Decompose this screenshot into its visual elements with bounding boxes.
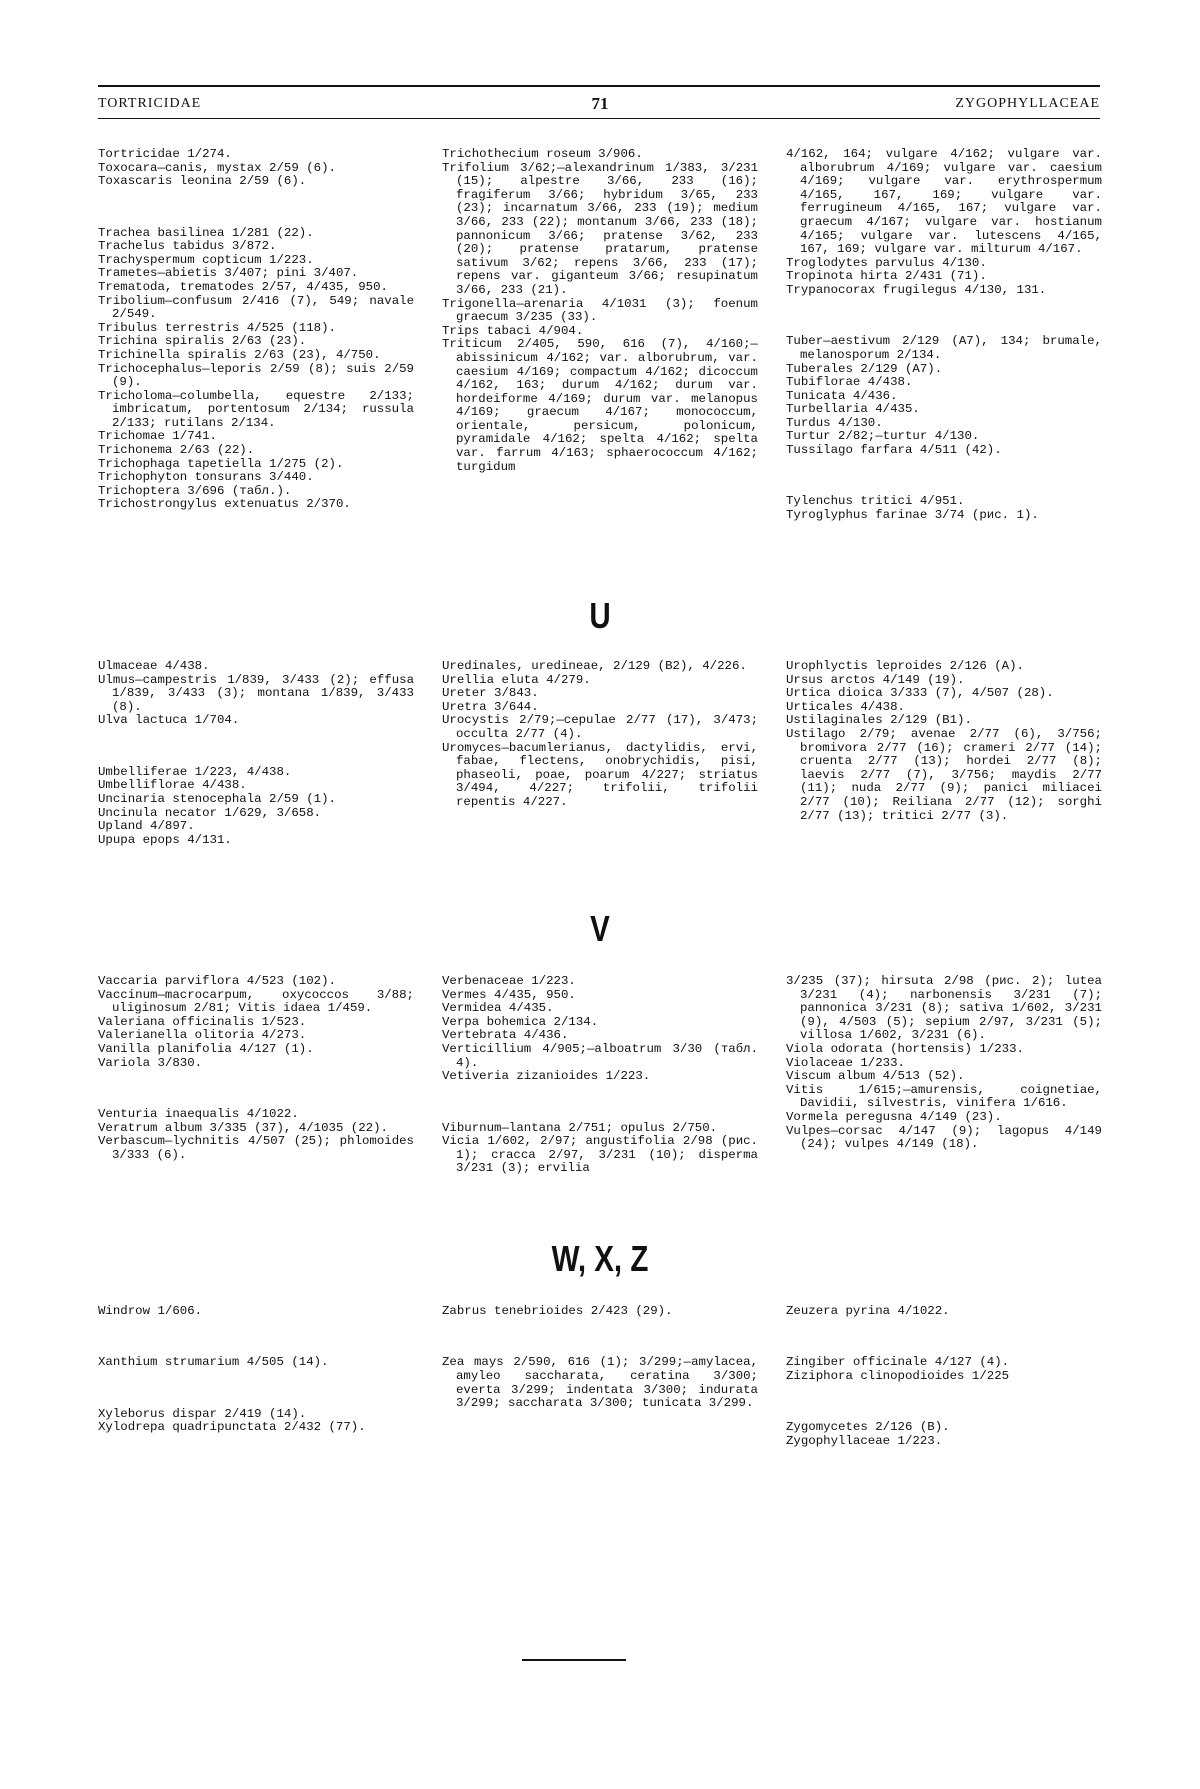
column-2 <box>442 1305 758 1411</box>
column-3 <box>786 148 1102 523</box>
index-entry: Toxascaris leonina 2/59 (6). <box>98 174 307 189</box>
index-entry: Valerianella olitoria 4/273. <box>98 1028 307 1043</box>
index-entry: Vermidea 4/435. <box>442 1001 554 1016</box>
index-entry: Uromyces—bacumlerianus, dactylidis, ervi, fabae, flectens, onobrychidis, pisi, phaseoli, poae, poarum 4/227; striatus 3/494, 4/227; trifolii, trifolii repentis 4/227. <box>442 740 758 809</box>
column-1 <box>98 1305 414 1435</box>
column-3 <box>786 975 1102 1152</box>
index-entry: Ustilaginales 2/129 (B1). <box>786 713 972 728</box>
index-entry: Uncinaria stenocephala 2/59 (1). <box>98 791 336 806</box>
index-entry: Turdus 4/130. <box>786 415 883 430</box>
index-entry: Tuber—aestivum 2/129 (A7), 134; brumale, melanosporum 2/134. <box>786 334 1102 362</box>
index-entry: Umbelliferae 1/223, 4/438. <box>98 764 292 779</box>
index-entry: Triticum 2/405, 590, 616 (7), 4/160;—abissinicum 4/162; var. alborubrum, var. caesium 4/169; compactum 4/162; dicoccum 4/162, 163; durum 4/162; durum var. hordeiforme 4/169; durum var. melanopus 4/169; graecum 4/167; monococcum, orientale, persicum, polonicum, pyramidale 4/162; spelta 4/162; spelta var. farrum 4/163; sphaerococcum 4/162; turgidum <box>442 337 758 474</box>
index-entry: Tussilago farfara 4/511 (42). <box>786 443 1002 458</box>
index-entry: Venturia inaequalis 4/1022. <box>98 1106 299 1121</box>
index-entry: Vicia 1/602, 2/97; angustifolia 2/98 (рис. 1); cracca 2/97, 3/231 (10); disperma 3/231 (3); ervilia <box>442 1134 758 1176</box>
index-entry: Uredinales, uredineae, 2/129 (B2), 4/226. <box>442 659 747 673</box>
index-entry: Tropinota hirta 2/431 (71). <box>786 269 987 284</box>
index-entry: Vertebrata 4/436. <box>442 1028 569 1043</box>
index-entry: Trifolium 3/62;—alexandrinum 1/383, 3/231 (15); alpestre 3/66, 233 (16); fragiferum 3/66; hybridum 3/65, 233 (23); incarnatum 3/66, 233 (19); medium 3/66, 233 (22); montanum 3/66, 233 (18); pannonicum 3/66; pratense 3/62, 233 (20); pratense pratarum, pratense sativum 3/62; repens 3/66, 233 (17); repens var. giganteum 3/66; resupinatum 3/66, 233 (21). <box>442 160 758 297</box>
index-entry: Urticales 4/438. <box>786 699 905 714</box>
entry-gap <box>442 1096 758 1109</box>
index-entry: 4/162, 164; vulgare 4/162; vulgare var. alborubrum 4/169; vulgare var. caesium 4/169; vulgare var. erythrospermum 4/165, 167, 169; vulgare var. ferrugineum 4/165, 167; vulgare var. graecum 4/167; vulgare var. hostianum 4/165; vulgare var. lutescens 4/165, 167, 169; vulgare var. milturum 4/167. <box>786 147 1102 257</box>
index-entry: Tyroglyphus farinae 3/74 (рис. 1). <box>786 508 1039 523</box>
index-entry: Violaceae 1/233. <box>786 1055 905 1070</box>
index-entry: Tuberales 2/129 (A7). <box>786 361 943 376</box>
index-entry: Vormela peregusna 4/149 (23). <box>786 1109 1002 1124</box>
index-entry: Tribulus terrestris 4/525 (118). <box>98 320 336 335</box>
entry-gap <box>98 740 414 753</box>
entry-gap <box>98 1382 414 1395</box>
index-entry: Trigonella—arenaria 4/1031 (3); foenum graecum 3/235 (33). <box>442 296 758 325</box>
header-rule <box>98 118 1100 119</box>
index-entry: Valeriana officinalis 1/523. <box>98 1014 307 1029</box>
index-entry: Urophlyctis leproides 2/126 (A). <box>786 659 1024 673</box>
index-entry: Tribolium—confusum 2/416 (7), 549; navale 2/549. <box>98 293 414 322</box>
column-2 <box>442 660 758 810</box>
index-entry: Trichonema 2/63 (22). <box>98 443 255 458</box>
entry-gap <box>786 1396 1102 1409</box>
index-entry: Vulpes—corsac 4/147 (9); lagopus 4/149 (24); vulpes 4/149 (18). <box>786 1123 1102 1152</box>
index-entry: Ulmus—campestris 1/839, 3/433 (2); effusa 1/839, 3/433 (3); montana 1/839, 3/433 (8). <box>98 672 414 714</box>
index-entry: Variola 3/830. <box>98 1055 203 1070</box>
index-entry: Ursus arctos 4/149 (19). <box>786 672 965 687</box>
index-entry: Xanthium strumarium 4/505 (14). <box>98 1355 329 1370</box>
index-entry: Trichothecium roseum 3/906. <box>442 147 643 161</box>
entry-gap <box>786 1331 1102 1344</box>
index-entry: Turtur 2/82;—turtur 4/130. <box>786 429 980 444</box>
index-entry: Viburnum—lantana 2/751; opulus 2/750. <box>442 1120 718 1135</box>
index-entry: Vitis 1/615;—amurensis, coignetiae, Davidii, silvestris, vinifera 1/616. <box>786 1082 1102 1111</box>
index-entry: Tylenchus tritici 4/951. <box>786 494 965 509</box>
index-entry: Zygomycetes 2/126 (B). <box>786 1420 950 1435</box>
index-entry: Vaccaria parviflora 4/523 (102). <box>98 974 336 988</box>
index-entry: Tubiflorae 4/438. <box>786 375 913 390</box>
index-entry: Trips tabaci 4/904. <box>442 323 584 338</box>
index-entry: Trichinella spiralis 2/63 (23), 4/750. <box>98 347 381 362</box>
entry-gap <box>98 1083 414 1096</box>
index-entry: Umbelliflorae 4/438. <box>98 778 247 793</box>
index-entry: Tortricidae 1/274. <box>98 147 232 161</box>
column-1 <box>98 975 414 1162</box>
section-letter-w-x-z: W, X, Z <box>551 1238 649 1279</box>
index-entry: Trachea basilinea 1/281 (22). <box>98 225 314 240</box>
column-3 <box>786 1305 1102 1449</box>
index-entry: Viscum album 4/513 (52). <box>786 1069 965 1084</box>
index-entry: Trichophaga tapetiella 1/275 (2). <box>98 456 344 471</box>
index-entry: Viola odorata (hortensis) 1/233. <box>786 1041 1024 1056</box>
column-1 <box>98 148 414 512</box>
index-entry: Upupa epops 4/131. <box>98 832 232 847</box>
footer-rule <box>522 1659 626 1661</box>
index-entry: Trametes—abietis 3/407; pini 3/407. <box>98 266 359 281</box>
column-2 <box>442 148 758 474</box>
entry-gap <box>786 310 1102 323</box>
index-entry: Trichophyton tonsurans 3/440. <box>98 470 314 485</box>
index-entry: Verbascum—lychnitis 4/507 (25); phlomoides 3/333 (6). <box>98 1134 414 1162</box>
index-entry: Windrow 1/606. <box>98 1304 203 1318</box>
index-entry: Ulva lactuca 1/704. <box>98 713 240 728</box>
index-entry: Vaccinum—macrocarpum, oxycoccos 3/88; uliginosum 2/81; Vitis idaea 1/459. <box>98 987 414 1016</box>
index-entry: Ziziphora clinopodioides 1/225 <box>786 1368 1010 1383</box>
index-entry: Urellia eluta 4/279. <box>442 672 591 687</box>
running-head-left: TORTRICIDAE <box>98 96 202 111</box>
section-letter-v: V <box>590 908 610 949</box>
index-entry: Zygophyllaceae 1/223. <box>786 1433 943 1448</box>
top-rule <box>98 85 1100 87</box>
index-entry: Verticillium 4/905;—alboatrum 3/30 (табл. 4). <box>442 1041 758 1070</box>
index-entry: Verpa bohemica 2/134. <box>442 1014 599 1029</box>
index-entry: Trichoptera 3/696 (табл.). <box>98 483 292 498</box>
index-entry: Tunicata 4/436. <box>786 388 898 403</box>
index-entry: Upland 4/897. <box>98 819 195 834</box>
index-entry: Trachelus tabidus 3/872. <box>98 239 277 254</box>
entry-gap <box>442 1331 758 1344</box>
index-entry: Vetiveria zizanioides 1/223. <box>442 1069 651 1084</box>
column-3 <box>786 660 1102 823</box>
index-entry: Veratrum album 3/335 (37), 4/1035 (22). <box>98 1120 388 1135</box>
column-1 <box>98 660 414 847</box>
index-entry: Tricholoma—columbella, equestre 2/133; imbricatum, portentosum 2/134; russula 2/133; rutilans 2/134. <box>98 388 414 430</box>
index-entry: 3/235 (37); hirsuta 2/98 (рис. 2); lutea 3/231 (4); narbonensis 3/231 (7); pannonica 3/231 (8); sativa 1/602, 3/231 (9), 4/503 (5); sepium 2/97, 3/231 (5); villosa 1/602, 3/231 (6). <box>786 974 1102 1043</box>
index-entry: Ureter 3/843. <box>442 686 539 701</box>
index-entry: Ustilago 2/79; avenae 2/77 (6), 3/756; bromivora 2/77 (16); crameri 2/77 (14); cruenta 2/77 (13); hordei 2/77 (8); laevis 2/77 (7), 3/756; maydis 2/77 (11); nuda 2/77 (9); panici miliacei 2/77 (10); Reiliana 2/77 (12); sorghi 2/77 (13); tritici 2/77 (3). <box>786 726 1102 823</box>
index-entry: Toxocara—canis, mystax 2/59 (6). <box>98 160 336 175</box>
page-number: 71 <box>591 94 609 113</box>
index-entry: Ulmaceae 4/438. <box>98 659 210 673</box>
column-2 <box>442 975 758 1176</box>
index-entry: Trichostrongylus extenuatus 2/370. <box>98 497 351 512</box>
index-entry: Turbellaria 4/435. <box>786 402 920 417</box>
entry-gap <box>98 201 414 214</box>
entry-gap <box>98 1331 414 1344</box>
index-entry: Zabrus tenebrioides 2/423 (29). <box>442 1304 673 1318</box>
index-entry: Xylodrepa quadripunctata 2/432 (77). <box>98 1420 366 1435</box>
index-entry: Urtica dioica 3/333 (7), 4/507 (28). <box>786 686 1054 701</box>
entry-gap <box>786 470 1102 483</box>
index-entry: Verbenaceae 1/223. <box>442 974 576 988</box>
index-entry: Trematoda, trematodes 2/57, 4/435, 950. <box>98 279 388 294</box>
index-entry: Zea mays 2/590, 616 (1); 3/299;—amylacea, amyleo saccharata, ceratina 3/300; everta 3/299; indentata 3/300; indurata 3/299; saccharata 3/300; tunicata 3/299. <box>442 1355 758 1411</box>
index-entry: Zeuzera pyrina 4/1022. <box>786 1304 950 1318</box>
index-entry: Xyleborus dispar 2/419 (14). <box>98 1406 307 1421</box>
index-entry: Uncinula necator 1/629, 3/658. <box>98 805 322 820</box>
section-letter-u: U <box>589 595 611 636</box>
index-entry: Zingiber officinale 4/127 (4). <box>786 1355 1010 1370</box>
index-entry: Urocystis 2/79;—cepulae 2/77 (17), 3/473; occulta 2/77 (4). <box>442 713 758 741</box>
index-entry: Trypanocorax frugilegus 4/130, 131. <box>786 282 1047 297</box>
index-entry: Uretra 3/644. <box>442 699 539 714</box>
index-entry: Trichomae 1/741. <box>98 429 217 444</box>
index-entry: Troglodytes parvulus 4/130. <box>786 255 987 270</box>
index-entry: Trichina spiralis 2/63 (23). <box>98 334 307 349</box>
running-head-right: ZYGOPHYLLACEAE <box>955 96 1100 111</box>
index-entry: Vanilla planifolia 4/127 (1). <box>98 1041 314 1056</box>
index-entry: Vermes 4/435, 950. <box>442 987 576 1002</box>
index-entry: Trachyspermum copticum 1/223. <box>98 252 314 267</box>
index-entry: Trichocephalus—leporis 2/59 (8); suis 2/59 (9). <box>98 361 414 390</box>
